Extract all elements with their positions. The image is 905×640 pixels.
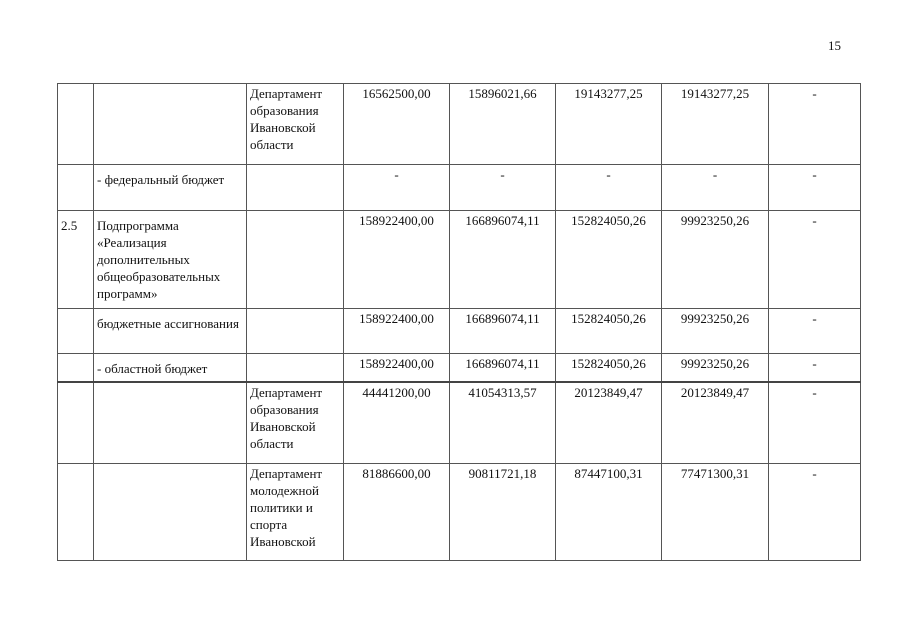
- row-name: Подпрограмма «Реализация дополнительных общеобразовательных программ»: [94, 211, 247, 309]
- cell-value: 16562500,00: [344, 84, 450, 165]
- cell-value: 152824050,26: [556, 211, 662, 309]
- cell-value: -: [662, 165, 769, 211]
- cell-value: 166896074,11: [450, 211, 556, 309]
- table-row: [58, 211, 861, 309]
- row-index: 2.5: [58, 211, 94, 309]
- cell-value: -: [769, 354, 861, 382]
- cell-value: -: [450, 165, 556, 211]
- row-department: [247, 211, 344, 309]
- cell-value: 77471300,31: [662, 464, 769, 561]
- cell-value: 19143277,25: [556, 84, 662, 165]
- cell-value: -: [769, 309, 861, 354]
- page-number: 15: [828, 38, 841, 53]
- table-row: [58, 354, 861, 382]
- row-index: [58, 354, 94, 382]
- table-row: [58, 309, 861, 354]
- cell-value: 152824050,26: [556, 354, 662, 382]
- cell-value: 158922400,00: [344, 211, 450, 309]
- budget-table: [57, 83, 861, 561]
- cell-value: 99923250,26: [662, 211, 769, 309]
- row-name: [94, 464, 247, 561]
- cell-value: 158922400,00: [344, 309, 450, 354]
- cell-value: -: [769, 464, 861, 561]
- cell-value: -: [556, 165, 662, 211]
- cell-value: 87447100,31: [556, 464, 662, 561]
- row-name: - федеральный бюджет: [94, 165, 247, 211]
- cell-value: -: [769, 165, 861, 211]
- cell-value: 158922400,00: [344, 354, 450, 382]
- row-department: [247, 165, 344, 211]
- row-index: [58, 84, 94, 165]
- cell-value: 152824050,26: [556, 309, 662, 354]
- cell-value: -: [769, 84, 861, 165]
- cell-value: 90811721,18: [450, 464, 556, 561]
- row-index: [58, 309, 94, 354]
- cell-value: -: [769, 211, 861, 309]
- cell-value: 41054313,57: [450, 382, 556, 464]
- row-index: [58, 382, 94, 464]
- cell-value: -: [769, 382, 861, 464]
- cell-value: 20123849,47: [556, 382, 662, 464]
- cell-value: 44441200,00: [344, 382, 450, 464]
- cell-value: 99923250,26: [662, 309, 769, 354]
- cell-value: -: [344, 165, 450, 211]
- row-name: [94, 382, 247, 464]
- cell-value: 166896074,11: [450, 354, 556, 382]
- table-row: [58, 84, 861, 165]
- row-department: Департамент образования Ивановской области: [247, 84, 344, 165]
- row-index: [58, 464, 94, 561]
- row-index: [58, 165, 94, 211]
- table-row: [58, 165, 861, 211]
- table-row: [58, 382, 861, 464]
- table-row: [58, 464, 861, 561]
- cell-value: 166896074,11: [450, 309, 556, 354]
- row-department: [247, 354, 344, 382]
- cell-value: 99923250,26: [662, 354, 769, 382]
- row-department: Департамент образования Ивановской области: [247, 382, 344, 464]
- cell-value: 20123849,47: [662, 382, 769, 464]
- cell-value: 19143277,25: [662, 84, 769, 165]
- row-department: Департамент молодежной политики и спорта Ивановской: [247, 464, 344, 561]
- cell-value: 81886600,00: [344, 464, 450, 561]
- cell-value: 15896021,66: [450, 84, 556, 165]
- row-name: [94, 84, 247, 165]
- row-department: [247, 309, 344, 354]
- row-name: - областной бюджет: [94, 354, 247, 382]
- row-name: бюджетные ассигнования: [94, 309, 247, 354]
